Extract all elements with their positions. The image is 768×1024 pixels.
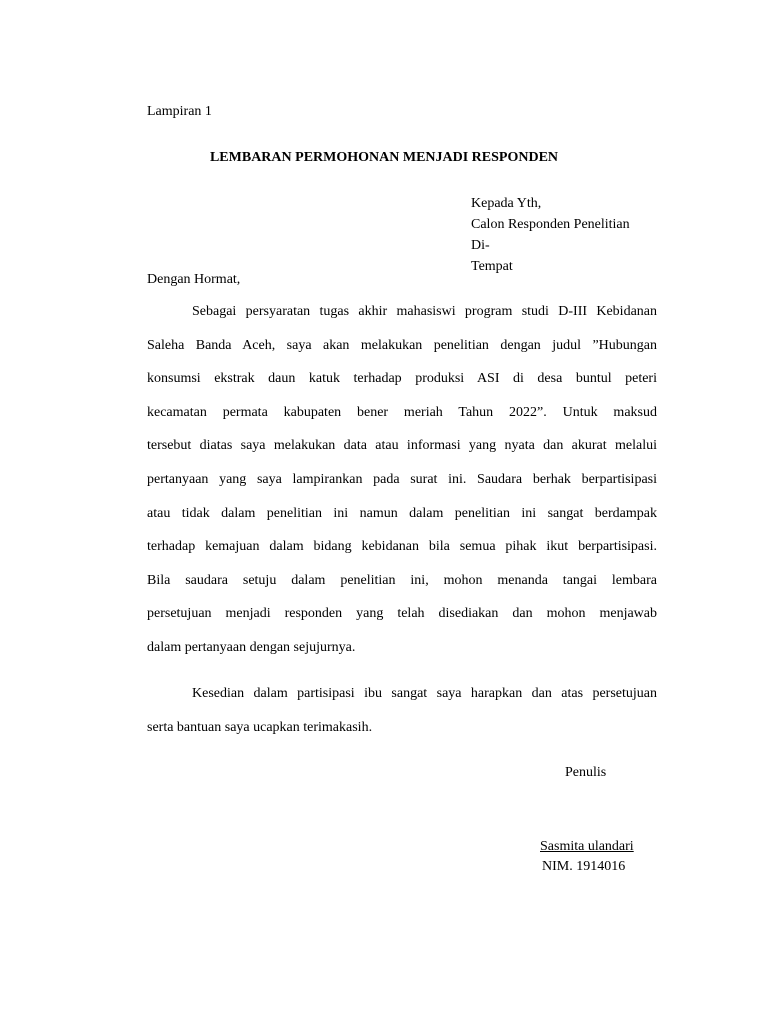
body-paragraph-2 (147, 677, 657, 744)
paragraph-line: Sebagai persyaratan tugas akhir mahasiswi program studi D-III Kebidanan (192, 304, 657, 319)
paragraph-line: terhadap kemajuan dalam bidang kebidanan bila semua pihak ikut berpartisipasi. (147, 539, 657, 555)
recipient-line: Kepada Yth, (471, 196, 542, 211)
signature-role: Penulis (565, 765, 607, 780)
body-paragraph-1 (147, 295, 657, 665)
recipient-block (471, 197, 630, 281)
signature-name: Sasmita ulandari (540, 839, 634, 854)
paragraph-line: konsumsi ekstrak daun katuk terhadap produksi ASI di desa buntul peteri (147, 371, 657, 387)
attachment-label: Lampiran 1 (147, 104, 212, 119)
paragraph-line: tersebut diatas saya melakukan data atau informasi yang nyata dan akurat melalui (147, 438, 657, 454)
signature-nim: NIM. 1914016 (542, 859, 626, 874)
paragraph-line: pertanyaan yang saya lampirankan pada surat ini. Saudara berhak berpartisipasi (147, 471, 657, 487)
paragraph-line: persetujuan menjadi responden yang telah disediakan dan mohon menjawab (147, 606, 657, 622)
paragraph-line: Saleha Banda Aceh, saya akan melakukan penelitian dengan judul ”Hubungan (147, 337, 657, 353)
document-title: LEMBARAN PERMOHONAN MENJADI RESPONDEN (209, 150, 559, 165)
paragraph-line: dalam pertanyaan dengan sejujurnya. (147, 639, 356, 655)
paragraph-line: serta bantuan saya ucapkan terimakasih. (147, 719, 373, 735)
paragraph-line: kecamatan permata kabupaten bener meriah Tahun 2022”. Untuk maksud (147, 404, 657, 420)
paragraph-line: atau tidak dalam penelitian ini namun dalam penelitian ini sangat berdampak (147, 505, 657, 521)
paragraph-line: Bila saudara setuju dalam penelitian ini, mohon menanda tangai lembara (147, 572, 657, 588)
greeting: Dengan Hormat, (147, 272, 241, 287)
recipient-line: Calon Responden Penelitian (471, 217, 630, 232)
recipient-line: Di- (471, 238, 490, 253)
paragraph-line: Kesedian dalam partisipasi ibu sangat saya harapkan dan atas persetujuan (192, 686, 657, 701)
recipient-line: Tempat (471, 259, 513, 274)
